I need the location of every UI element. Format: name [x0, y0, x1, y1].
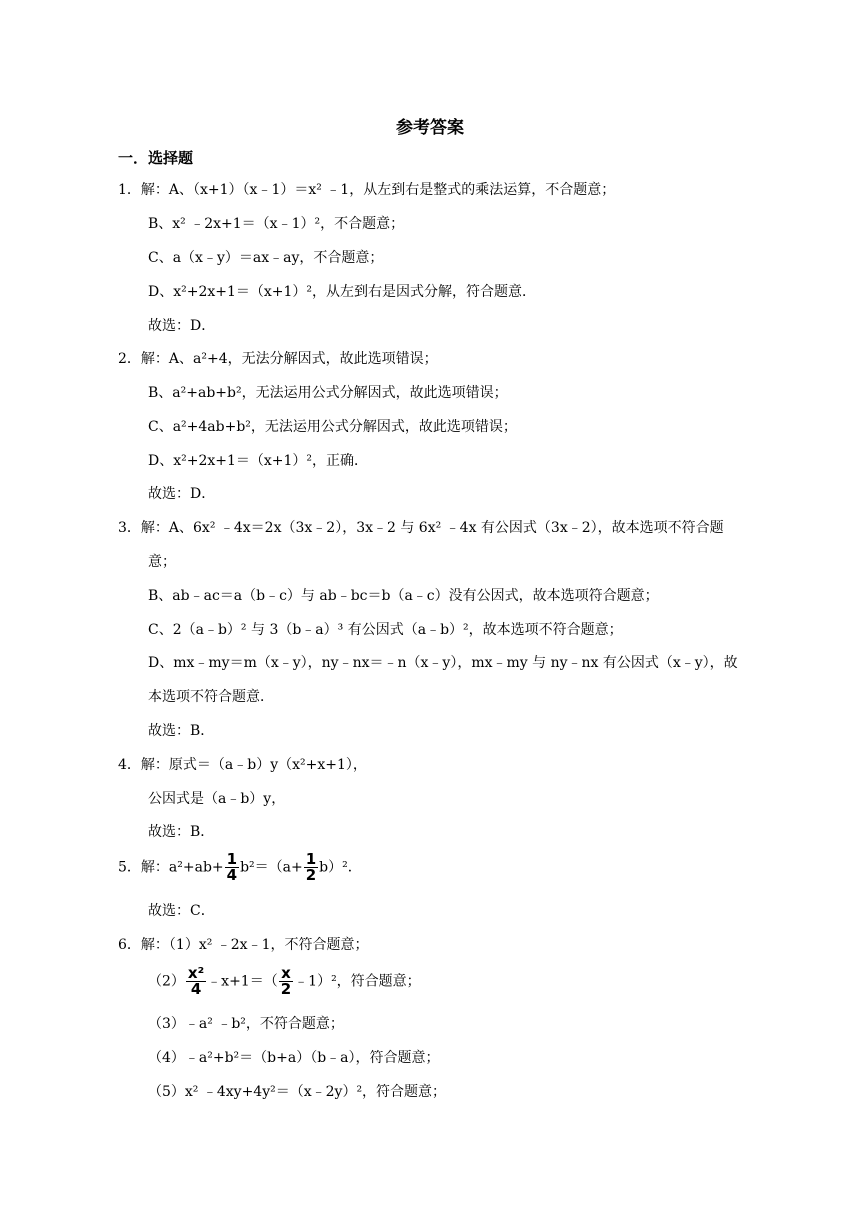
answer-line: 故选：C．	[148, 903, 215, 919]
answer-line: （5）x² ﹣4xy+4y²＝（x﹣2y）²，符合题意；	[148, 1084, 447, 1100]
answer-line-fraction	[118, 852, 362, 883]
answer-line: 6．解：（1）x² ﹣2x﹣1，不符合题意；	[118, 937, 369, 953]
answer-line: C、2（a﹣b）² 与 3（b﹣a）³ 有公因式（a﹣b）²，故本选项不符合题意；	[148, 622, 623, 638]
answer-line: 故选：D．	[148, 486, 216, 502]
answer-line: 1．解：A、（x+1）（x﹣1）＝x² ﹣1，从左到右是整式的乘法运算，不合题意；	[118, 182, 616, 198]
answer-line: 意；	[148, 554, 176, 570]
answer-line: 4．解：原式＝（a﹣b）y（x²+x+1），	[118, 757, 367, 773]
answer-line: 本选项不符合题意．	[148, 689, 274, 705]
text-segment: ﹣1）²，符合题意；	[294, 973, 421, 990]
fraction-numerator: 1	[226, 850, 238, 868]
page-title: 参考答案	[396, 118, 464, 138]
fraction-numerator: x²	[187, 964, 205, 982]
answer-line: 2．解：A、a²+4，无法分解因式，故此选项错误；	[118, 351, 438, 367]
answer-line: 故选：D．	[148, 318, 216, 334]
answer-line-fraction	[148, 966, 421, 997]
answer-line: B、a²+ab+b²，无法运用公式分解因式，故此选项错误；	[148, 385, 508, 401]
answer-line: （3）﹣a² ﹣b²，不符合题意；	[148, 1016, 344, 1032]
fraction-denominator: 2	[280, 980, 292, 998]
section-heading: 一．选择题	[118, 149, 194, 167]
text-segment: 5．解：a²+ab+	[118, 859, 224, 876]
fraction-denominator: 4	[190, 980, 202, 998]
answer-line: C、a（x﹣y）＝ax﹣ay，不合题意；	[148, 250, 384, 266]
fraction	[225, 852, 239, 883]
fraction-numerator: 1	[305, 850, 317, 868]
answer-line: D、mx﹣my＝m（x﹣y），ny﹣nx＝﹣n（x﹣y），mx﹣my 与 ny﹣nx 有公因式（x﹣y），故	[148, 655, 738, 671]
answer-line: 故选：B．	[148, 723, 215, 739]
answer-line: B、ab﹣ac＝a（b﹣c）与 ab﹣bc＝b（a﹣c）没有公因式，故本选项符合题意；	[148, 588, 659, 604]
fraction	[304, 852, 318, 883]
text-segment: b²＝（a+	[240, 859, 303, 876]
answer-line: 公因式是（a﹣b）y，	[148, 791, 286, 807]
answer-line: 3．解：A、6x² ﹣4x＝2x（3x﹣2），3x﹣2 与 6x² ﹣4x 有公因式（3x﹣2），故本选项不符合题	[118, 520, 724, 536]
answer-line: 故选：B．	[148, 824, 215, 840]
text-segment: b）²．	[319, 859, 362, 876]
answer-line: D、x²+2x+1＝（x+1）²，正确．	[148, 453, 369, 469]
answer-line: D、x²+2x+1＝（x+1）²，从左到右是因式分解，符合题意．	[148, 284, 537, 300]
answer-line: （4）﹣a²+b²＝（b+a）（b﹣a），符合题意；	[148, 1050, 440, 1066]
fraction-numerator: x	[279, 966, 293, 982]
fraction	[186, 966, 206, 997]
fraction-denominator: 4	[226, 866, 238, 884]
answer-line: B、x² ﹣2x+1＝（x﹣1）²，不合题意；	[148, 216, 405, 232]
text-segment: （2）	[148, 973, 185, 990]
answer-line: C、a²+4ab+b²，无法运用公式分解因式，故此选项错误；	[148, 419, 517, 435]
text-segment: ﹣x+1＝（	[207, 973, 278, 990]
fraction-denominator: 2	[305, 866, 317, 884]
fraction	[279, 966, 293, 997]
